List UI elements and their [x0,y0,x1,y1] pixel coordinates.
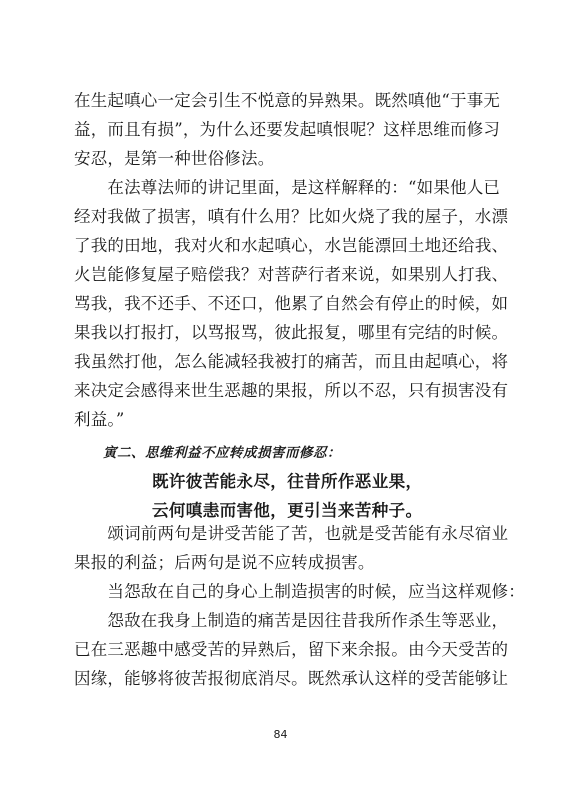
body-line-5: 经对我做了损害，嗔有什么用？比如火烧了我的屋子，水漂 [74,207,509,226]
body-line-4: 在法尊法师的讲记里面，是这样解释的：“如果他人已 [74,178,501,197]
body-line-6: 了我的田地，我对火和水起嗔心，水岂能漂回土地还给我、 [74,236,509,255]
body-line-8: 骂我，我不还手、不还口，他累了自然会有停止的时候，如 [74,294,509,313]
body-line-10: 我虽然打他，怎么能减轻我被打的痛苦，而且由起嗔心，将 [74,352,509,371]
body-line-14: 果报的利益；后两句是说不应转成损害。 [74,553,375,572]
body-line-3: 安忍，是第一种世俗修法。 [74,149,275,168]
body-line-13: 颂词前两句是讲受苦能了苦，也就是受苦能有永尽宿业 [74,524,509,543]
verse-line-2: 云何嗔恚而害他，更引当来苦种子。 [152,501,423,520]
section-heading: 寅二、思维利益不应转成损害而修忍： [103,445,341,461]
body-line-15: 当怨敌在自己的身心上制造损害的时候，应当这样观修： [74,582,525,601]
body-line-17: 已在三恶趣中感受苦的异熟后，留下来余报。由今天受苦的 [74,640,509,659]
body-line-11: 来决定会感得来世生恶趣的果报，所以不忍，只有损害没有 [74,381,509,400]
body-line-12: 利益。” [74,410,125,429]
verse-line-1: 既许彼苦能永尽，往昔所作恶业果， [152,472,423,491]
body-line-16: 怨敌在我身上制造的痛苦是因往昔我所作杀生等恶业， [74,611,509,630]
body-line-2: 益，而且有损”，为什么还要发起嗔恨呢？这样思维而修习 [74,120,501,139]
body-line-1: 在生起嗔心一定会引生不悦意的异熟果。既然嗔他“于事无 [74,91,501,110]
body-line-7: 火岂能修复屋子赔偿我？对菩萨行者来说，如果别人打我、 [74,265,509,284]
body-line-18: 因缘，能够将彼苦报彻底消尽。既然承认这样的受苦能够让 [74,669,509,688]
body-line-9: 果我以打报打，以骂报骂，彼此报复，哪里有完结的时候。 [74,323,509,342]
page-number: 84 [273,728,288,741]
